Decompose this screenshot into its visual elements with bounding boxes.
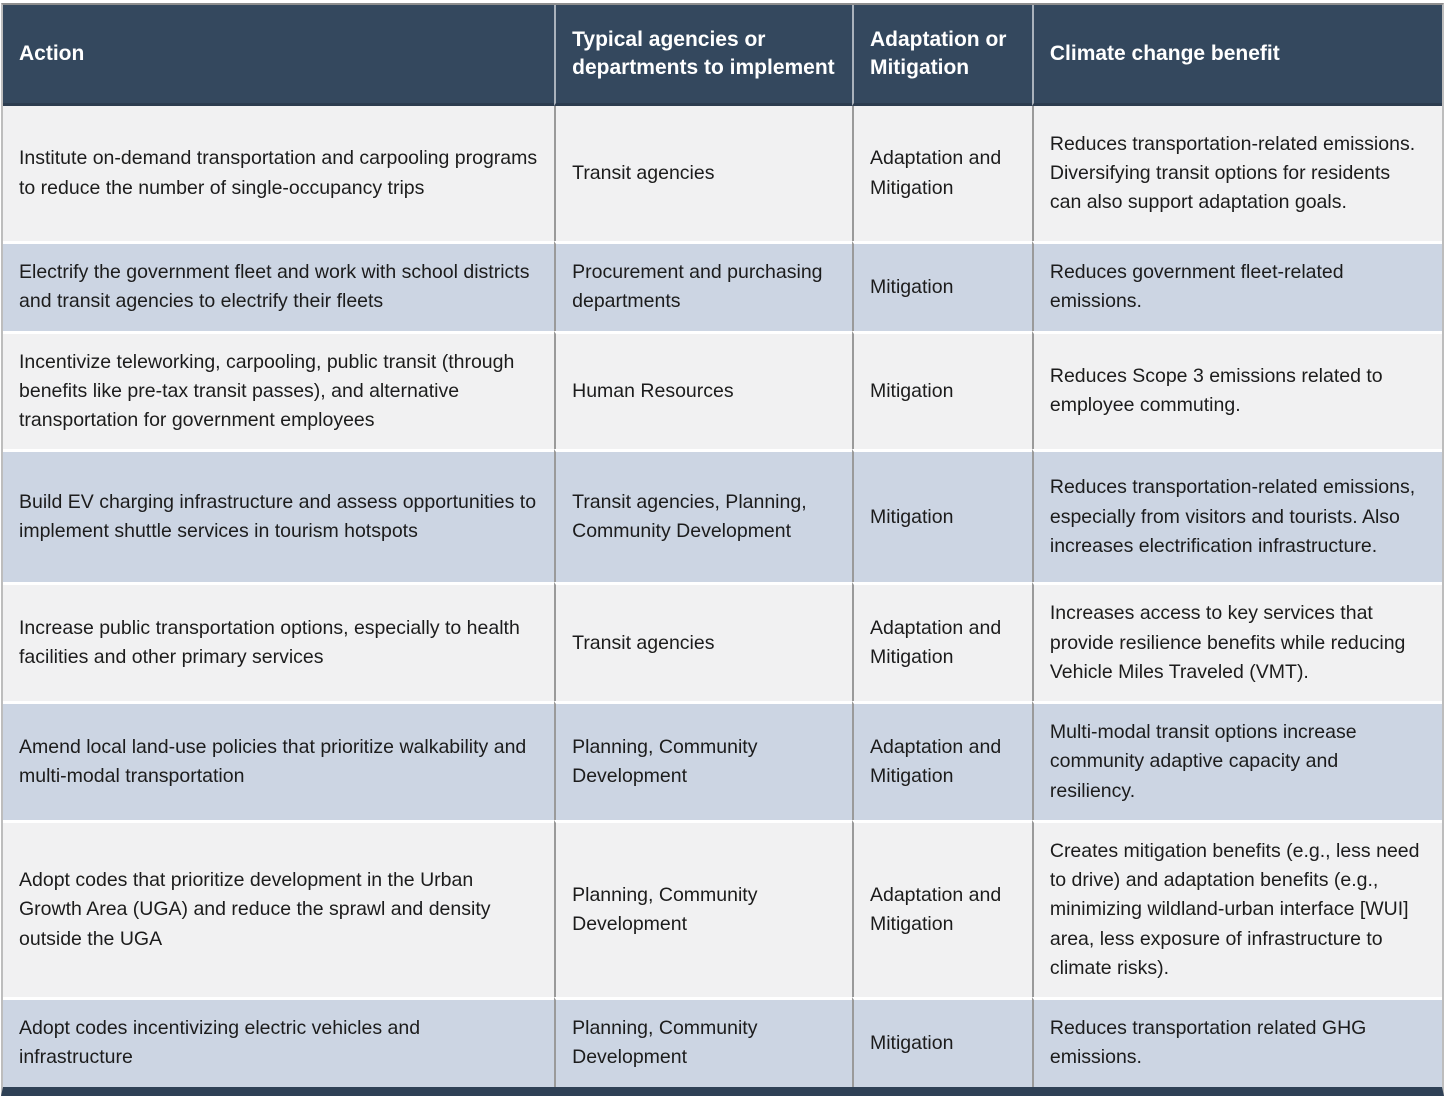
table-row: [3, 701, 1442, 820]
cell-adaptation: Adaptation and Mitigation: [852, 106, 1032, 241]
cell-agencies: Transit agencies, Planning, Community Development: [554, 449, 852, 582]
cell-adaptation: Mitigation: [852, 241, 1032, 331]
header-row: [3, 5, 1442, 106]
table-header: [3, 5, 1442, 106]
cell-adaptation: Adaptation and Mitigation: [852, 820, 1032, 997]
cell-benefit: Increases access to key services that provide resilience benefits while reducing Vehicle Miles Traveled (VMT).: [1032, 582, 1442, 701]
cell-action: Institute on-demand transportation and carpooling programs to reduce the number of single-occupancy trips: [3, 106, 554, 241]
table-row: [3, 241, 1442, 331]
climate-actions-table: [1, 3, 1444, 1096]
cell-benefit: Reduces government fleet-related emissions.: [1032, 241, 1442, 331]
cell-action: Electrify the government fleet and work with school districts and transit agencies to electrify their fleets: [3, 241, 554, 331]
cell-benefit: Reduces transportation-related emissions. Diversifying transit options for residents can also support adaptation goals.: [1032, 106, 1442, 241]
table-row: [3, 997, 1442, 1087]
header-cell-agencies: Typical agencies or departments to implement: [554, 5, 852, 106]
cell-benefit: Creates mitigation benefits (e.g., less need to drive) and adaptation benefits (e.g., minimizing wildland-urban interface [WUI] area, less exposure of infrastructure to climate risks).: [1032, 820, 1442, 997]
table-row: [3, 106, 1442, 241]
cell-agencies: Procurement and purchasing departments: [554, 241, 852, 331]
table-row: [3, 820, 1442, 997]
table-row: [3, 449, 1442, 582]
cell-benefit: Reduces Scope 3 emissions related to employee commuting.: [1032, 331, 1442, 450]
cell-adaptation: Adaptation and Mitigation: [852, 701, 1032, 820]
cell-action: Amend local land-use policies that prioritize walkability and multi-modal transportation: [3, 701, 554, 820]
cell-adaptation: Mitigation: [852, 331, 1032, 450]
cell-agencies: Planning, Community Development: [554, 701, 852, 820]
table-body: [3, 106, 1442, 1087]
cell-agencies: Planning, Community Development: [554, 820, 852, 997]
cell-action: Adopt codes incentivizing electric vehicles and infrastructure: [3, 997, 554, 1087]
header-cell-adaptation: Adaptation or Mitigation: [852, 5, 1032, 106]
cell-action: Incentivize teleworking, carpooling, public transit (through benefits like pre-tax transit passes), and alternative transportation for government employees: [3, 331, 554, 450]
cell-benefit: Reduces transportation-related emissions, especially from visitors and tourists. Also increases electrification infrastructure.: [1032, 449, 1442, 582]
cell-adaptation: Adaptation and Mitigation: [852, 582, 1032, 701]
header-cell-action: Action: [3, 5, 554, 106]
cell-benefit: Reduces transportation related GHG emissions.: [1032, 997, 1442, 1087]
cell-adaptation: Mitigation: [852, 997, 1032, 1087]
cell-action: Increase public transportation options, especially to health facilities and other primary services: [3, 582, 554, 701]
cell-action: Build EV charging infrastructure and assess opportunities to implement shuttle services in tourism hotspots: [3, 449, 554, 582]
cell-adaptation: Mitigation: [852, 449, 1032, 582]
table-row: [3, 582, 1442, 701]
header-cell-benefit: Climate change benefit: [1032, 5, 1442, 106]
cell-benefit: Multi-modal transit options increase community adaptive capacity and resiliency.: [1032, 701, 1442, 820]
cell-agencies: Human Resources: [554, 331, 852, 450]
cell-agencies: Transit agencies: [554, 106, 852, 241]
table-row: [3, 331, 1442, 450]
cell-agencies: Planning, Community Development: [554, 997, 852, 1087]
cell-action: Adopt codes that prioritize development in the Urban Growth Area (UGA) and reduce the sprawl and density outside the UGA: [3, 820, 554, 997]
cell-agencies: Transit agencies: [554, 582, 852, 701]
